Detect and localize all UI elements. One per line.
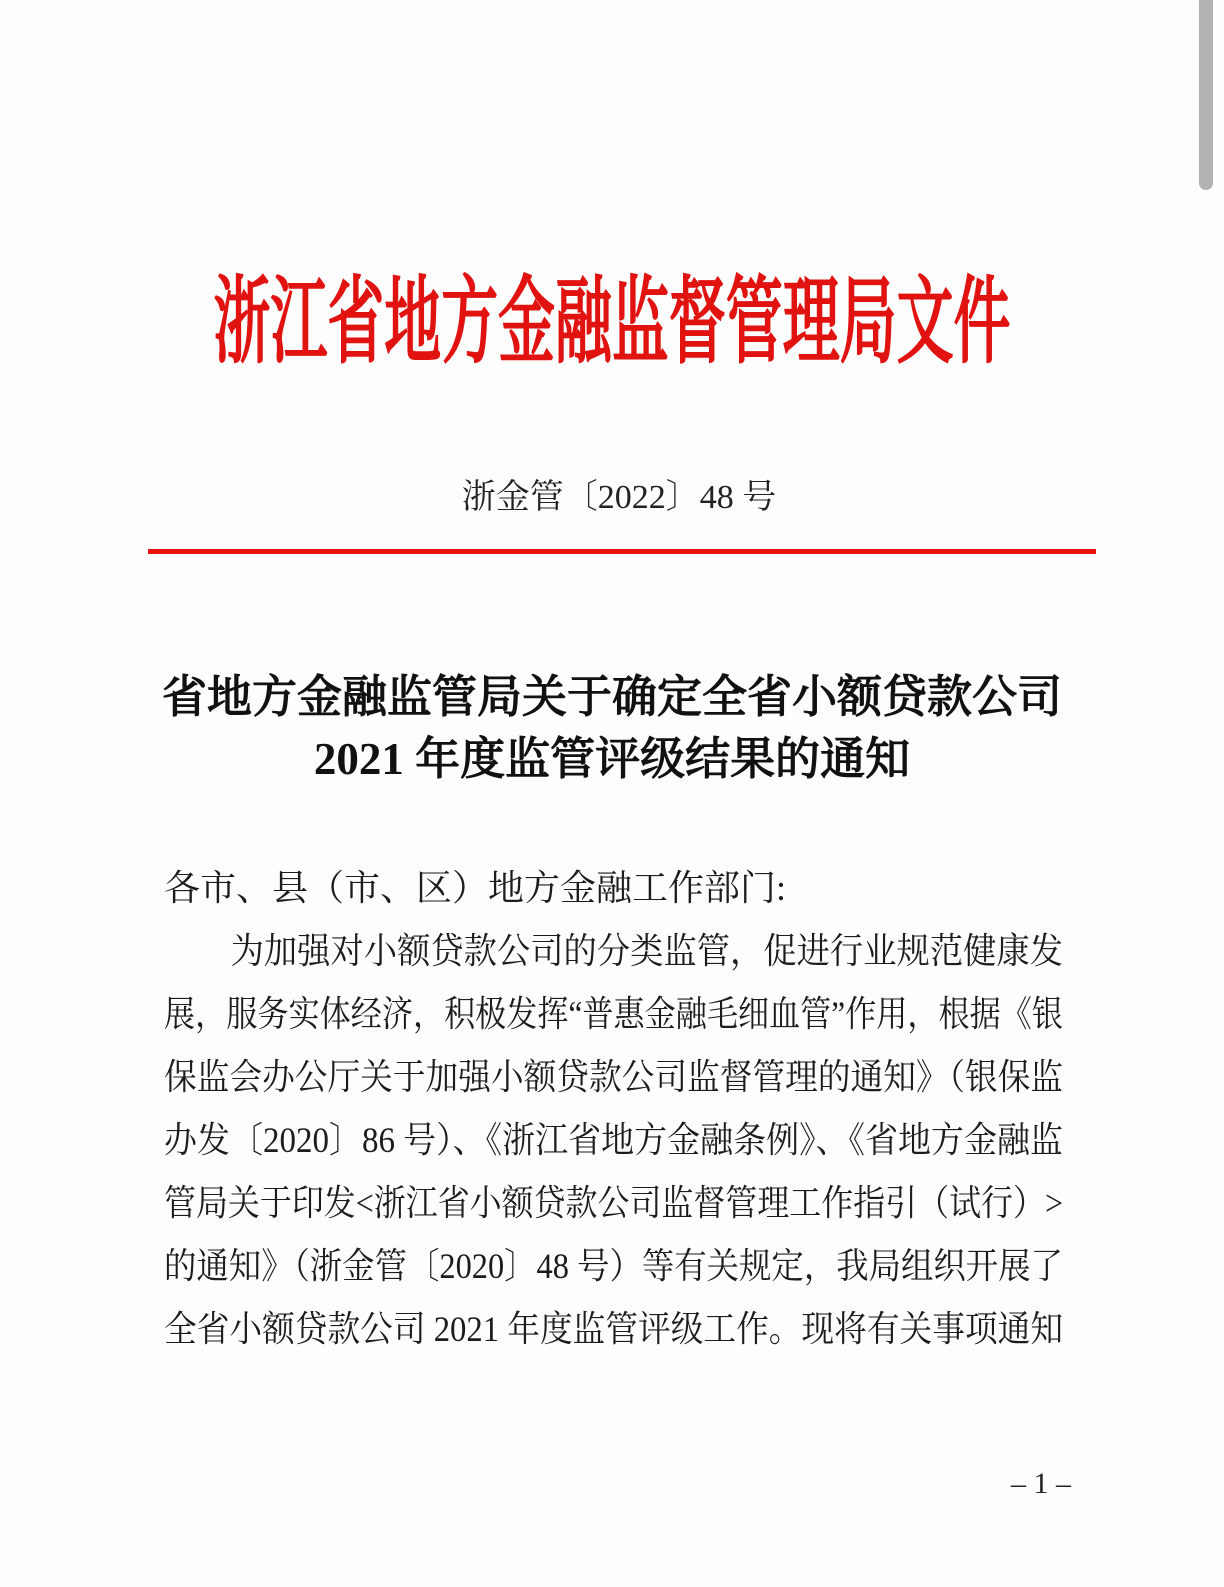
document-header xyxy=(0,270,1224,375)
doc-title-line-1: 省地方金融监管局关于确定全省小额贷款公司 xyxy=(161,672,1062,722)
paragraph-line: 全省小额贷款公司 2021 年度监管评级工作。现将有关事项通知 xyxy=(164,1309,1064,1349)
paragraph-line: 为加强对小额贷款公司的分类监管，促进行业规范健康发 xyxy=(230,931,1064,971)
paragraph-line: 展，服务实体经济，积极发挥“普惠金融毛细血管”作用，根据《银 xyxy=(164,994,1063,1034)
document-body xyxy=(164,857,1063,1361)
paragraph-line: 管局关于印发<浙江省小额贷款公司监督管理工作指引（试行）> xyxy=(164,1183,1063,1223)
agency-title: 浙江省地方金融监督管理局文件 xyxy=(213,269,1011,375)
paragraph-line: 办发〔2020〕86 号）、《浙江省地方金融条例》、《省地方金融监 xyxy=(164,1120,1064,1160)
scrollbar-thumb[interactable] xyxy=(1199,0,1213,190)
salutation: 各市、县（市、区）地方金融工作部门: xyxy=(164,868,787,908)
red-divider xyxy=(148,549,1096,554)
page-number: – 1 – xyxy=(1011,1467,1071,1500)
doc-title-line-2: 2021 年度监管评级结果的通知 xyxy=(313,734,911,784)
doc-title xyxy=(0,666,1224,790)
doc-number: 浙金管〔2022〕48 号 xyxy=(461,479,777,516)
paragraph-line: 的通知》（浙金管〔2020〕48 号）等有关规定，我局组织开展了 xyxy=(164,1246,1064,1286)
doc-number-row xyxy=(0,481,1224,515)
paragraph-line: 保监会办公厅关于加强小额贷款公司监督管理的通知》（银保监 xyxy=(164,1057,1064,1097)
